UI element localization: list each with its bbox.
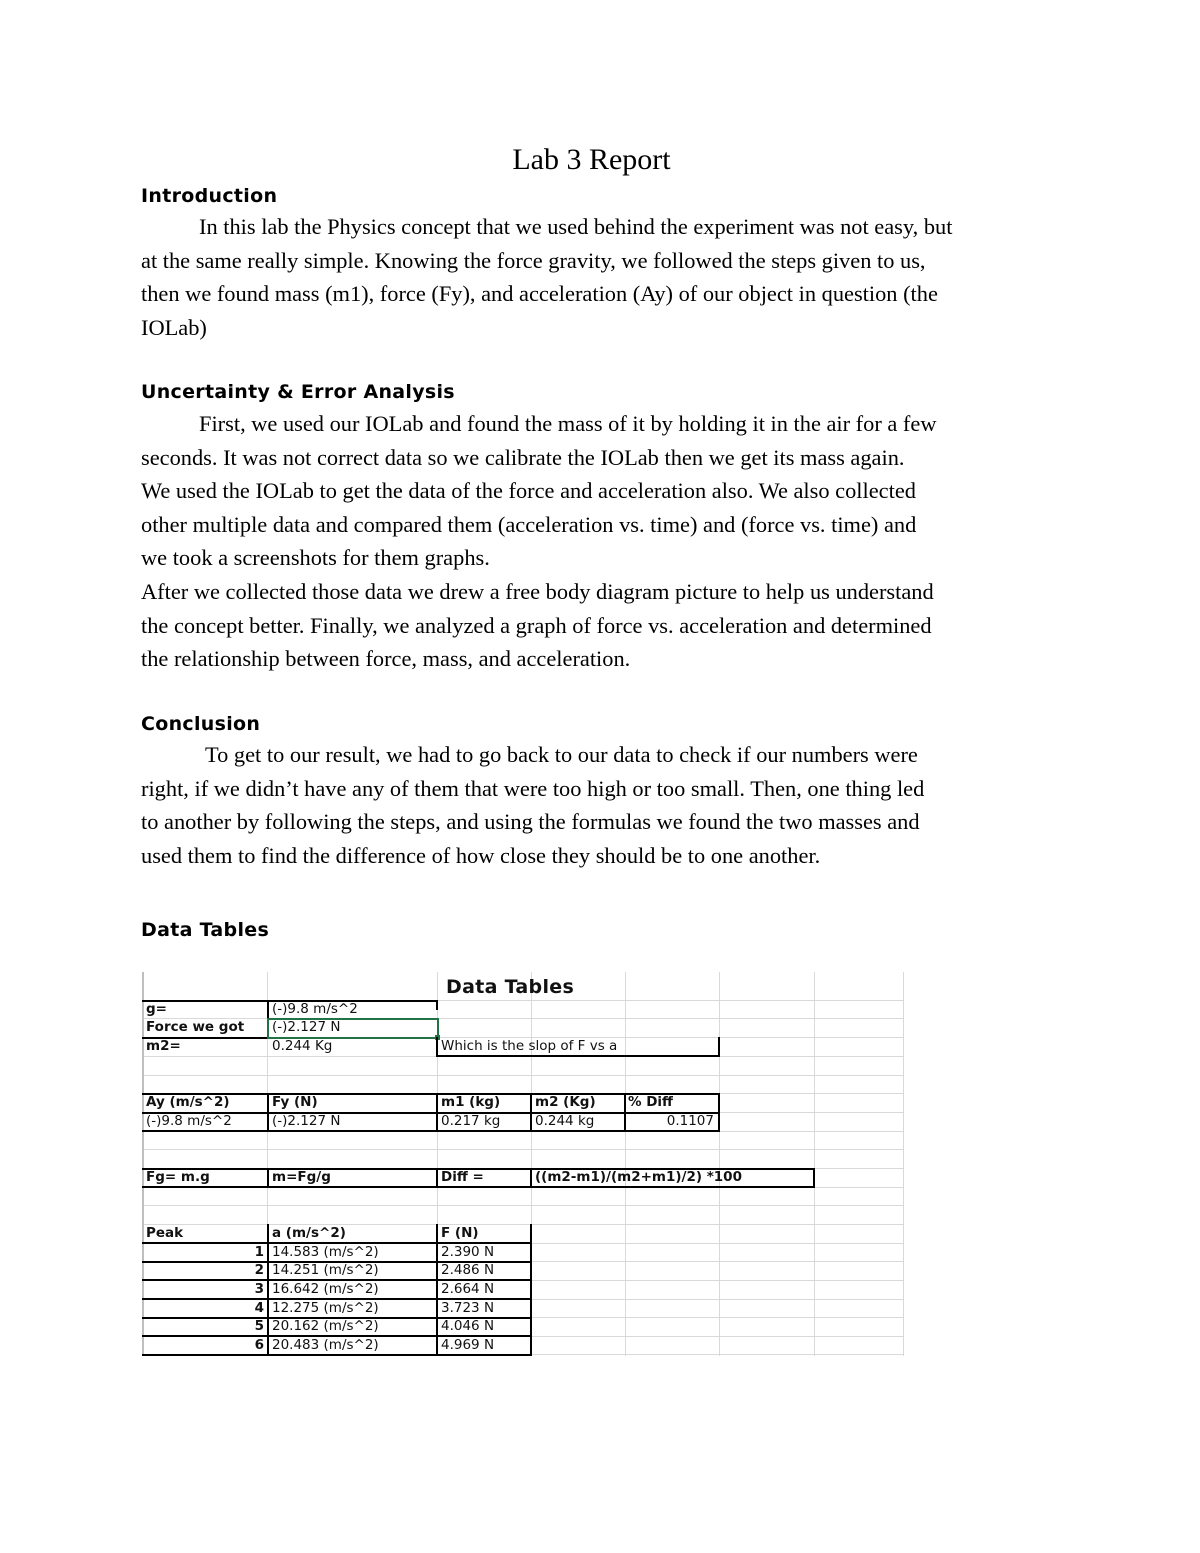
paragraph-line: IOLab) (141, 314, 207, 340)
peak-force: 3.723 N (441, 1300, 495, 1316)
table-header: Fy (N) (272, 1094, 318, 1110)
g-label: g= (146, 1001, 167, 1017)
formula-fg: Fg= m.g (146, 1169, 210, 1185)
peak-acceleration: 16.642 (m/s^2) (272, 1281, 379, 1297)
peak-acceleration: 12.275 (m/s^2) (272, 1300, 379, 1316)
peak-force: 2.664 N (441, 1281, 495, 1297)
table-cell: (-)2.127 N (272, 1113, 341, 1129)
paragraph-line: seconds. It was not correct data so we calibrate the IOLab then we get its mass again. (141, 444, 905, 470)
table-cell: (-)9.8 m/s^2 (146, 1113, 232, 1129)
data-tables-heading: Data Tables (141, 919, 270, 941)
paragraph-line: We used the IOLab to get the data of the force and acceleration also. We also collected (141, 478, 916, 504)
diff-label: Diff = (441, 1169, 484, 1185)
peak-number: 3 (254, 1281, 264, 1297)
peak-force: 4.046 N (441, 1318, 495, 1334)
paragraph-line: After we collected those data we drew a free body diagram picture to help us understand (141, 578, 934, 604)
paragraph-line: First, we used our IOLab and found the mass of it by holding it in the air for a few (199, 411, 937, 436)
table-cell: 0.217 kg (441, 1113, 501, 1129)
peaks-header: Peak (146, 1225, 184, 1241)
paragraph-line: other multiple data and compared them (acceleration vs. time) and (force vs. time) and (141, 511, 917, 537)
peak-number: 2 (254, 1262, 264, 1278)
peak-acceleration: 20.162 (m/s^2) (272, 1318, 379, 1334)
conclusion-heading: Conclusion (141, 713, 261, 735)
paragraph-line: the relationship between force, mass, and acceleration. (141, 646, 631, 672)
force-label: Force we got (146, 1019, 245, 1035)
spreadsheet-title: Data Tables (446, 976, 575, 998)
g-value: (-)9.8 m/s^2 (272, 1001, 358, 1017)
diff-formula: ((m2-m1)/(m2+m1)/2) *100 (535, 1169, 742, 1185)
page-title: Lab 3 Report (512, 143, 671, 176)
table-cell: 0.244 kg (535, 1113, 595, 1129)
conclusion-paragraph (141, 738, 1071, 872)
peak-acceleration: 14.583 (m/s^2) (272, 1244, 379, 1260)
table-header: m1 (kg) (441, 1094, 501, 1110)
peak-number: 4 (254, 1300, 264, 1316)
paragraph-line: used them to find the difference of how close they should be to one another. (141, 842, 821, 868)
peaks-header: F (N) (441, 1225, 479, 1241)
note-text: Which is the slop of F vs a (441, 1038, 618, 1054)
table-cell: 0.1107 (666, 1113, 714, 1129)
m2-label: m2= (146, 1038, 181, 1054)
paragraph-line: the concept better. Finally, we analyzed a graph of force vs. acceleration and determined (141, 612, 932, 638)
peak-number: 5 (254, 1318, 264, 1334)
table-header: % Diff (628, 1094, 673, 1110)
uncertainty-paragraph (141, 407, 1071, 676)
peak-force: 2.486 N (441, 1262, 495, 1278)
paragraph-line: right, if we didn’t have any of them that were too high or too small. Then, one thing led (141, 775, 925, 801)
paragraph-line: we took a screenshots for them graphs. (141, 545, 490, 571)
table-header: m2 (Kg) (535, 1094, 596, 1110)
introduction-paragraph (141, 210, 1071, 344)
paragraph-line: To get to our result, we had to go back to our data to check if our numbers were (205, 742, 918, 767)
introduction-heading: Introduction (141, 185, 278, 207)
peak-number: 1 (254, 1244, 264, 1260)
paragraph-line: to another by following the steps, and using the formulas we found the two masses and (141, 809, 920, 835)
uncertainty-heading: Uncertainty & Error Analysis (141, 381, 455, 403)
spreadsheet-image (142, 972, 904, 1356)
peak-force: 2.390 N (441, 1244, 495, 1260)
table-header: Ay (m/s^2) (146, 1094, 230, 1110)
peak-acceleration: 20.483 (m/s^2) (272, 1337, 379, 1353)
paragraph-line: at the same really simple. Knowing the force gravity, we followed the steps given to us, (141, 247, 926, 273)
peaks-header: a (m/s^2) (272, 1225, 346, 1241)
m2-value: 0.244 Kg (272, 1038, 333, 1054)
force-value: (-)2.127 N (272, 1019, 341, 1035)
paragraph-line: then we found mass (m1), force (Fy), and acceleration (Ay) of our object in question (the (141, 281, 938, 307)
peak-acceleration: 14.251 (m/s^2) (272, 1262, 379, 1278)
formula-m: m=Fg/g (272, 1169, 331, 1185)
peak-force: 4.969 N (441, 1337, 495, 1353)
paragraph-line: In this lab the Physics concept that we used behind the experiment was not easy, but (199, 214, 953, 239)
peak-number: 6 (254, 1337, 264, 1353)
